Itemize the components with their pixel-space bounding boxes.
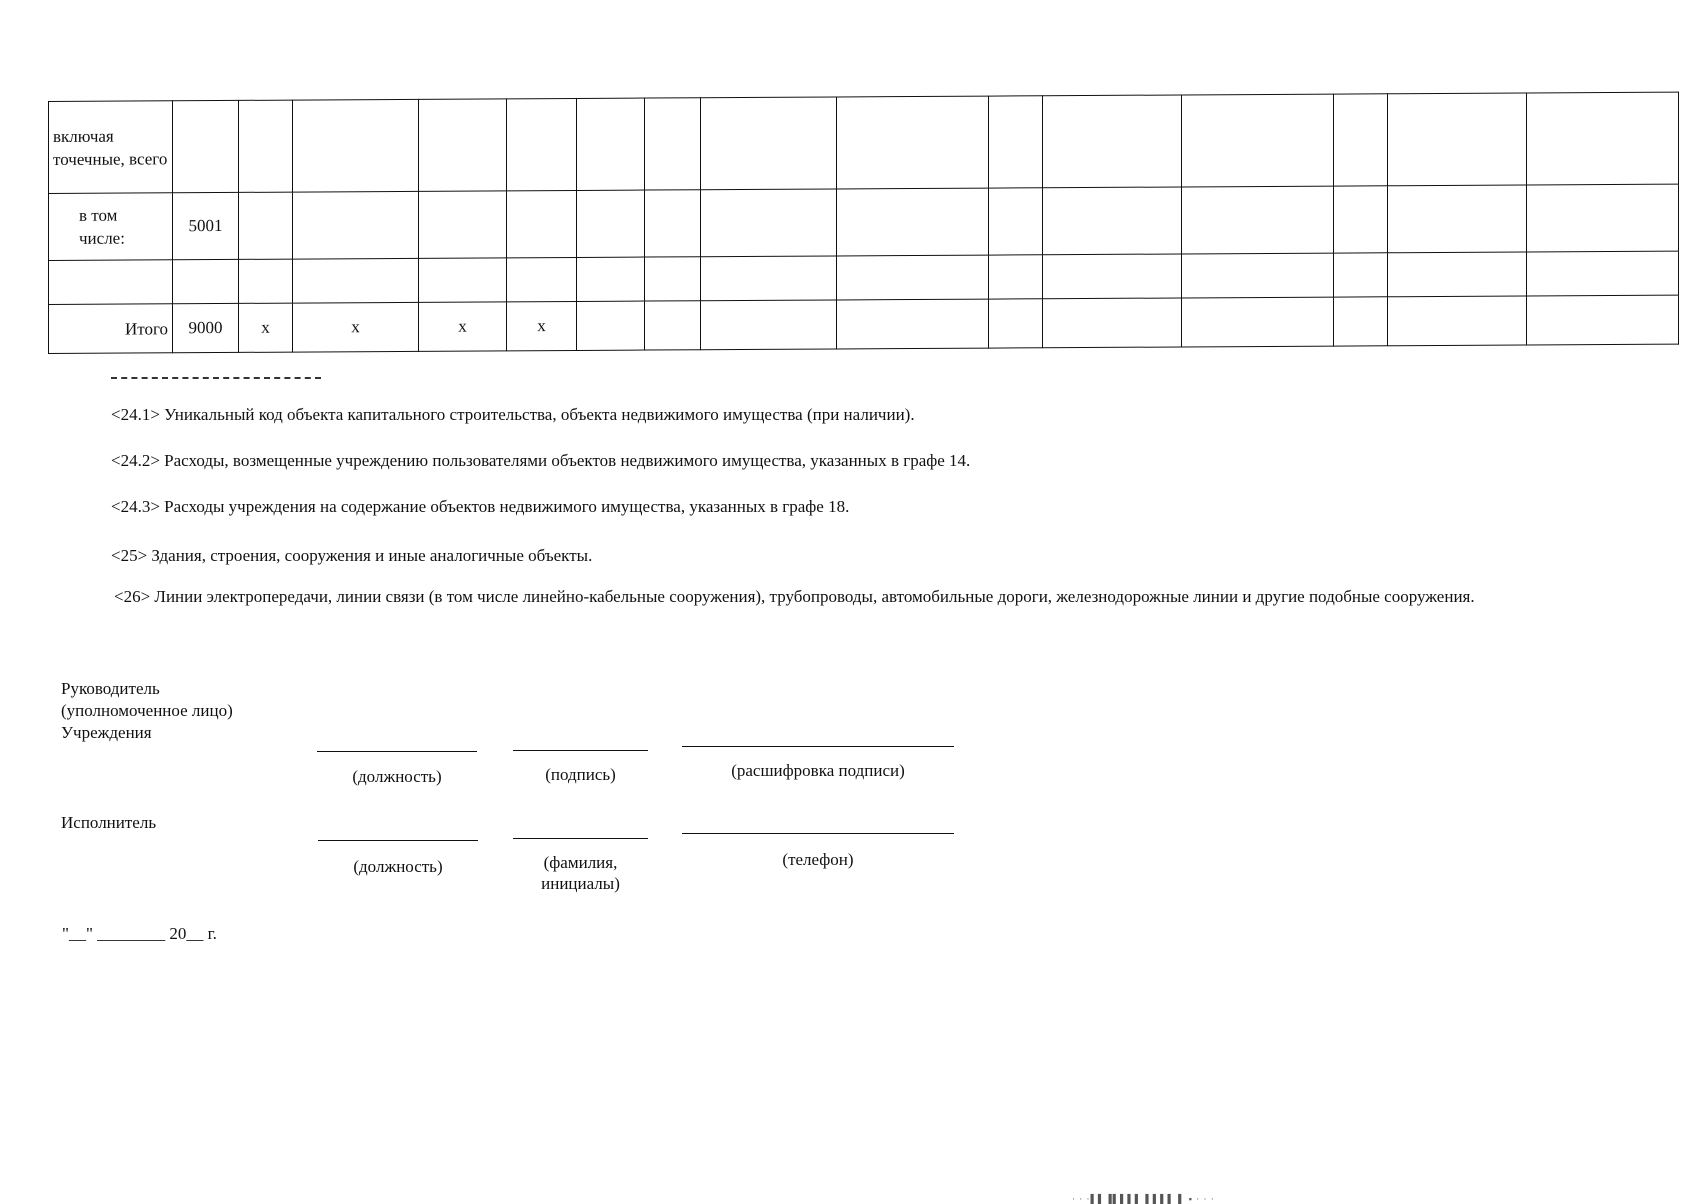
table-cell — [837, 96, 989, 189]
table-cell — [419, 258, 507, 303]
head-caption-signature: (подпись) — [545, 765, 616, 784]
table-cell — [419, 191, 507, 259]
table-cell — [1334, 253, 1388, 297]
row-code-cell: 5001 — [173, 192, 239, 259]
footnote-24-2: <24.2> Расходы, возмещенные учреждению пользователями объектов недвижимого имущества, указанных в графе 14. — [111, 451, 971, 470]
table-cell: x — [239, 303, 293, 352]
table-cell — [1388, 185, 1527, 253]
head-label — [61, 678, 233, 744]
table-cell — [645, 257, 701, 301]
table-row — [49, 92, 1679, 193]
table-cell: x — [419, 302, 507, 352]
table-cell — [293, 258, 419, 303]
table-cell — [1388, 252, 1527, 297]
exec-phone-line[interactable] — [682, 833, 954, 834]
table-cell — [645, 98, 701, 190]
exec-caption-name-line-1: (фамилия, — [543, 853, 618, 872]
table-cell — [1334, 297, 1388, 346]
table-cell — [837, 255, 989, 300]
head-label-line-2: (уполномоченное лицо) — [61, 701, 233, 720]
exec-caption-position: (должность) — [353, 857, 443, 876]
table-cell — [239, 259, 293, 303]
table-cell — [1527, 92, 1679, 185]
row-name-cell: включая точечные, всего — [49, 101, 173, 194]
table-cell — [577, 301, 645, 350]
head-signature-line[interactable] — [513, 750, 648, 751]
head-label-line-1: Руководитель — [61, 679, 160, 698]
exec-position-line[interactable] — [318, 840, 478, 841]
table-cell — [701, 256, 837, 301]
table-cell — [837, 188, 989, 256]
table-cell — [1043, 298, 1182, 348]
data-table — [48, 92, 1679, 354]
table-cell — [1334, 186, 1388, 253]
footnote-26: <26> Линии электропередачи, линии связи (в том числе линейно-кабельные сооружения), трубопроводы, автомобильные дороги, железнодорожные линии и другие подобные сооружения. — [114, 587, 1475, 606]
table-cell: x — [293, 302, 419, 352]
row-code-cell — [173, 259, 239, 303]
table-cell — [293, 99, 419, 192]
table-cell — [1527, 251, 1679, 296]
table-cell — [1043, 187, 1182, 255]
table-cell — [701, 300, 837, 350]
table-cell — [1043, 95, 1182, 188]
exec-name-line[interactable] — [513, 838, 648, 839]
table-cell — [701, 189, 837, 257]
table-cell — [1043, 254, 1182, 299]
data-table-wrapper — [48, 92, 1672, 354]
table-cell — [239, 100, 293, 192]
table-cell — [701, 97, 837, 190]
table-cell — [1527, 184, 1679, 252]
table-cell — [837, 299, 989, 349]
date-line[interactable]: "__" ________ 20__ г. — [62, 924, 217, 943]
table-row — [49, 184, 1679, 260]
exec-caption-phone: (телефон) — [782, 850, 854, 869]
scan-noise: · · ·▌▌▐▌▌▌▌ ▌▌▌▌ ▌ ▪ · · · — [1072, 1194, 1215, 1204]
table-cell — [1388, 93, 1527, 186]
table-cell — [989, 96, 1043, 188]
head-caption-decoding: (расшифровка подписи) — [731, 761, 905, 780]
table-cell — [1182, 253, 1334, 298]
table-cell — [507, 257, 577, 301]
table-cell — [1182, 186, 1334, 254]
head-caption-position: (должность) — [352, 767, 442, 786]
table-cell — [293, 191, 419, 259]
footnote-separator — [111, 377, 321, 379]
table-cell — [1182, 297, 1334, 347]
exec-caption-name-line-2: инициалы) — [541, 874, 620, 893]
row-code-cell: 9000 — [173, 303, 239, 352]
table-cell — [1388, 296, 1527, 346]
row-code-cell — [173, 100, 239, 192]
table-cell — [577, 98, 645, 190]
footnote-25: <25> Здания, строения, сооружения и иные аналогичные объекты. — [111, 546, 593, 565]
table-cell — [1334, 94, 1388, 186]
table-cell — [1527, 295, 1679, 345]
table-cell — [507, 98, 577, 190]
table-cell: x — [507, 301, 577, 350]
table-cell — [577, 190, 645, 257]
row-name-cell: Итого — [49, 304, 173, 354]
table-cell — [239, 192, 293, 259]
table-cell — [989, 299, 1043, 348]
table-cell — [989, 188, 1043, 255]
table-cell — [645, 301, 701, 350]
footnote-24-3: <24.3> Расходы учреждения на содержание объектов недвижимого имущества, указанных в графе 18. — [111, 497, 850, 516]
row-name-cell: в том числе: — [49, 193, 173, 261]
table-row — [49, 295, 1679, 353]
head-label-line-3: Учреждения — [61, 723, 152, 742]
row-name-cell — [49, 260, 173, 305]
footnote-24-1: <24.1> Уникальный код объекта капитального строительства, объекта недвижимого имущества (при наличии). — [111, 405, 915, 424]
table-cell — [577, 257, 645, 301]
table-cell — [1182, 94, 1334, 187]
table-cell — [645, 190, 701, 257]
table-cell — [419, 99, 507, 192]
head-decoding-line[interactable] — [682, 746, 954, 747]
table-cell — [507, 190, 577, 257]
table-cell — [989, 255, 1043, 299]
exec-caption-name — [513, 852, 648, 894]
executor-label: Исполнитель — [61, 813, 157, 832]
head-position-line[interactable] — [317, 751, 477, 752]
